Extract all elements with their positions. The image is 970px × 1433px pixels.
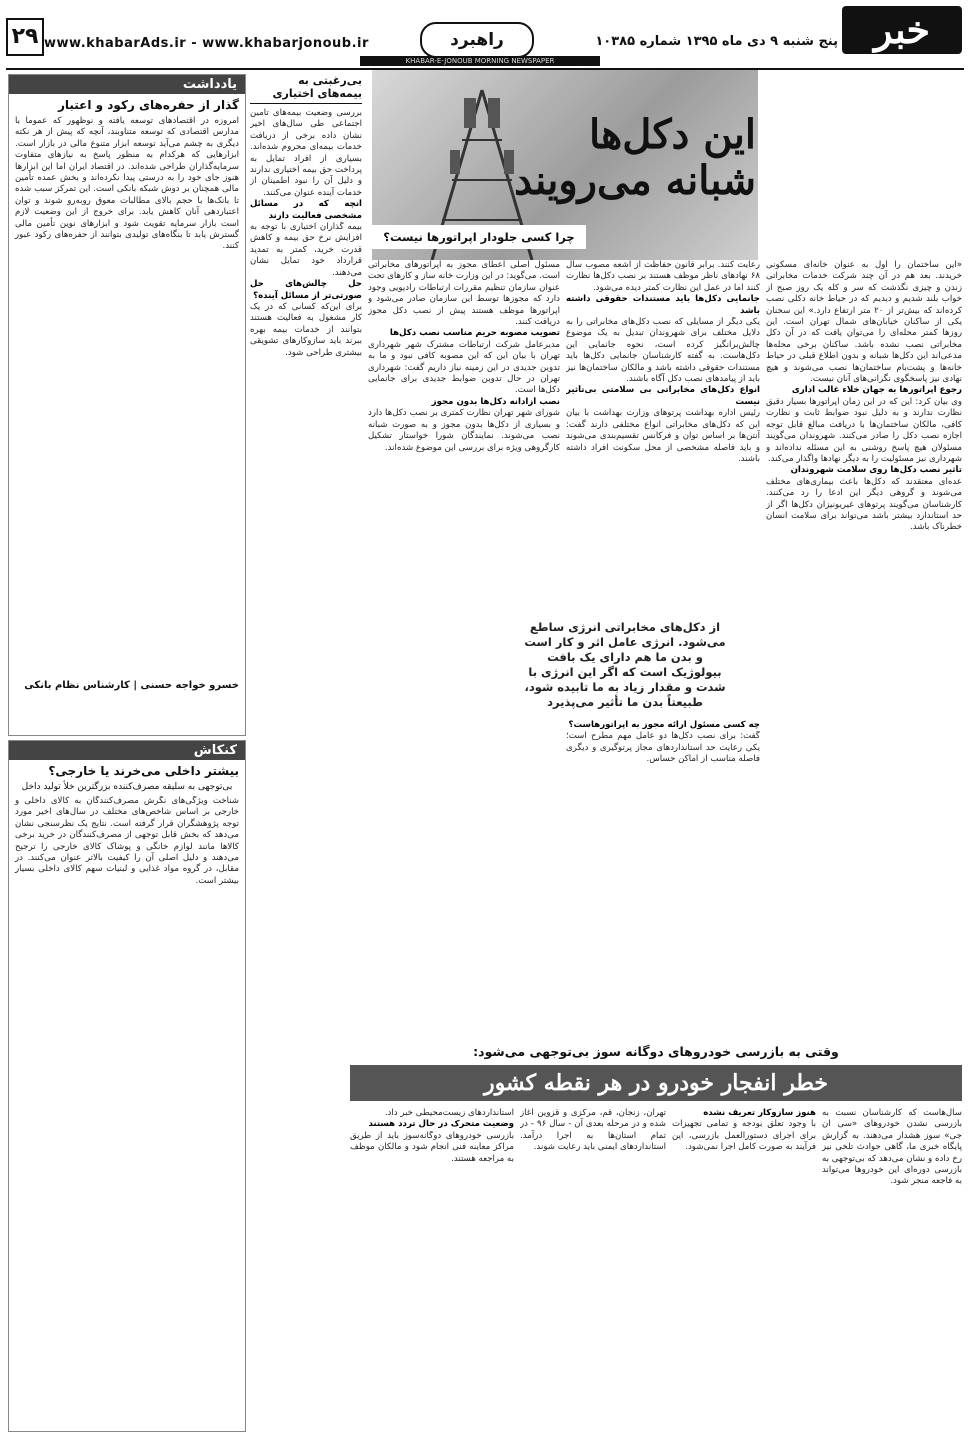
editorial-box	[8, 74, 246, 736]
insurance-body2: بیمه گذاران اختیاری با توجه به افزایش نرخ حق بیمه و کاهش قدرت خرید، کمتر به تمدید قرارداد خود تمایل نشان می‌دهند.	[250, 222, 362, 278]
bottom-col-d	[350, 1108, 514, 1428]
main-col2-sub3: چه کسی مسئول ارائه مجوز به اپراتورهاست؟	[568, 720, 760, 730]
main-col-1	[766, 260, 962, 1038]
bottom-col-a: سال‌هاست که کارشناسان نسبت به بازرسی نشدن خودروهای «سی ان جی» سوز هشدار می‌دهند. به گزارش پایگاه خبری ما، گاهی حوادث تلخی نیز رخ داده و نشان می‌دهد که بی‌توجهی به بازرسی دوره‌ای این خودروها می‌تواند به فاجعه منجر شود.	[822, 1108, 962, 1187]
bottom-headline: خطر انفجار خودرو در هر نقطه کشور	[350, 1065, 962, 1101]
pull-quote: از دکل‌های مخابراتی انرژی ساطع می‌شود. انرژی عامل اثر و کار است و بدن ما هم دارای یک بافت بیولوژیک است که اگر این انرژی با شدت و مقدار زیاد به ما تابیده شود، طبیعتاً بدن ما تأثیر می‌پذیرد	[524, 620, 726, 709]
main-headline-line2: شبانه می‌رویند	[514, 157, 756, 204]
page-number: ۲۹	[6, 18, 44, 56]
main-col1-sub2: تأثیر نصب دکل‌ها روی سلامت شهروندان	[790, 465, 962, 476]
main-col-2	[566, 260, 760, 610]
bottom-col-d-text: استانداردهای زیست‌محیطی خبر داد.	[384, 1108, 514, 1118]
section-title: راهبرد	[420, 22, 534, 58]
main-col-3	[368, 260, 560, 1038]
bottom-col-d-text-b: بازرسی خودروهای دوگانه‌سوز باید از طریق مراکز معاینه فنی انجام شود و مالکان موظف به مراجعه هستند.	[350, 1130, 514, 1164]
paper-strip: KHABAR-E-JONOUB MORNING NEWSPAPER	[360, 56, 600, 66]
main-col1-sub1: رجوع اپراتورها به جهان خلاء غالب اداری	[791, 385, 962, 396]
logo: خبر	[842, 6, 962, 54]
bottom-col-c: تهران، زنجان، قم، مرکزی و قزوین آغاز شده و در مرحله بعدی آن - سال ۹۶ - در تمام استان‌ها به اجرا درآمد. استانداردهای ایمنی باید رعایت شوند.	[520, 1108, 666, 1153]
main-col-2-lower	[566, 720, 760, 1038]
main-col2-sub1: جانمایی دکل‌ها باید مستندات حقوقی داشته باشد	[566, 294, 760, 316]
issue-date: پنج شنبه ۹ دی ماه ۱۳۹۵ شماره ۱۰۳۸۵	[595, 34, 838, 49]
main-col2-text-c: رئیس اداره بهداشت پرتوهای وزارت بهداشت با بیان این که دکل‌های مخابراتی انواع مختلفی دارند گفت: آنتن‌ها بر اساس توان و فرکانس تقسیم‌بندی می‌شوند و باید فاصله مشخصی از محل سکونت افراد داشته باشند.	[566, 408, 760, 464]
insurance-body: بررسی وضعیت بیمه‌های تأمین اجتماعی طی سال‌های اخیر نشان داده برخی از دریافت خدمات بیمه‌ای محروم شده‌اند. بسیاری از افراد تمایل به پرداخت حق بیمه اختیاری ندارند و دلیل آن را نبود اطمینان از خدمات آینده عنوان می‌کنند.	[250, 108, 362, 198]
editorial-author: خسرو خواجه حسنی | کارشناس نظام بانکی	[24, 680, 239, 691]
insurance-body3: برای این‌که کسانی که در یک کار مشغول به فعالیت هستند بتوانند از خدمات بیمه بهره ببرند باید سازوکارهای تشویقی بیشتری طراحی شود.	[250, 301, 362, 358]
main-headline-line1: این دکل‌ها	[588, 111, 756, 158]
analysis-lead: بی‌توجهی به سلیقه مصرف‌کننده بزرگترین خلأ تولید داخل	[21, 782, 233, 792]
main-col3-text-c: شورای شهر تهران نظارت کمتری بر نصب دکل‌ها دارد و بسیاری از دکل‌ها بدون مجوز و به صورت شبانه نصب می‌شوند. نمایندگان شورا خواستار تشکیل کارگروهی ویژه برای بررسی این موضوع شده‌اند.	[368, 408, 560, 453]
main-col1-text: «این ساختمان را اول به عنوان خانه‌ای مسکونی خریدند. بعد هم در آن چند شرکت خدمات مخابراتی زندن و چیزی نگذشت که سر و کله یک روز صبح از خواب بلند شدیم و دیدیم که در حیاط خانه دکلی نصب کرده‌اند که بیش‌تر از ۲۰ متر ارتفاع دارد.» این سخنان یکی از ساکنان خیابان‌های شمال تهران است. این روزها کمتر محله‌ای را می‌توان یافت که در آن دکل مخابراتی نصب نشده باشد. ساکنان برخی محله‌ها مدعی‌اند این دکل‌ها شبانه و بدون اطلاع قبلی در حیاط خانه‌ها و پشت‌بام ساختمان‌ها نصب می‌شوند و هیچ نهادی نیز پاسخگوی نگرانی‌های آنان نیست.	[766, 260, 962, 385]
main-col2-text: رعایت کنند. برابر قانون حفاظت از اشعه مصوب سال ۶۸ نهادهای ناظر موظف هستند بر نصب دکل‌ها نظارت کنند اما در عمل این نظارت کمتر دیده می‌شود.	[566, 260, 760, 293]
analysis-label: کنکاش	[9, 741, 245, 760]
insurance-sub1: آنچه که در مسائل مشخصی فعالیت دارند	[250, 199, 362, 221]
main-col3-sub1: تصویب مصوبه حریم مناسب نصب دکل‌ها	[389, 328, 560, 339]
main-headline	[356, 112, 756, 204]
editorial-label: یادداشت	[9, 75, 245, 94]
insurance-column	[250, 74, 362, 1034]
websites[interactable]: www.khabarAds.ir - www.khabarjonoub.ir	[44, 36, 369, 51]
main-col1-text-c: عده‌ای معتقدند که دکل‌ها باعث بیماری‌های مختلف می‌شوند و گروهی دیگر این ادعا را رد می‌کنند. کارشناسان می‌گویند پرتوهای غیریونیزان دکل‌ها اگر از حد استاندارد بیشتر باشد می‌تواند برای سلامت انسان خطرناک باشد.	[766, 476, 962, 533]
analysis-headline: بیشتر داخلی می‌خرند یا خارجی؟	[48, 764, 239, 778]
main-col3-text-b: مدیرعامل شرکت ارتباطات مشترک شهر شهرداری تهران با بیان این که این مصوبه کافی نبود و ما به تدوین جدیدی در این زمینه نیاز داریم گفت: شهرداری تهران در حال تدوین ضوابط جدیدی برای جانمایی دکل‌ها است.	[368, 339, 560, 396]
bottom-col-b-text: با وجود تعلق بودجه و تمامی تجهیزات برای اجرای دستورالعمل بازرسی، این فرآیند به صورت کامل اجرا نمی‌شود.	[672, 1119, 816, 1153]
main-col2-sub2: انواع دکل‌های مخابراتی بی سلامتی بی‌تأثیر نیست	[566, 385, 760, 407]
bottom-col-b	[672, 1108, 816, 1428]
main-subtitle: چرا کسی جلودار اپراتورها نیست؟	[372, 225, 586, 249]
logo-sub: جنوب	[850, 4, 870, 13]
bottom-col-d-sub: وضعیت متحرک در حال تردد هستند	[368, 1119, 514, 1130]
analysis-box	[8, 740, 246, 1432]
insurance-title: بی‌رغبتی به بیمه‌های اختیاری	[250, 74, 362, 104]
main-col2-text-d: گفت: برای نصب دکل‌ها دو عامل مهم مطرح است؛ یکی رعایت حد استانداردهای مجاز پرتوگیری و دیگری فاصله مناسب از اماکن حساس.	[566, 731, 760, 765]
insurance-sub2: حل چالش‌های حل صورتی‌تر از مسائل آینده؟	[250, 279, 362, 301]
bottom-kicker: وقتی به بازرسی خودروهای دوگانه سوز بی‌توجهی می‌شود:	[473, 1044, 839, 1059]
main-col1-text-b: وی بیان کرد: این که در این زمان اپراتورها بسیار دقیق نظارت ندارند و به دلیل نبود ضوابط ثابت و نظارت کافی، مالکان ساختمان‌ها با دریافت مبالغ قابل توجه اجازه نصب دکل را صادر می‌کنند. شهروندان می‌گویند مسئولان هیچ پاسخ روشنی به این مسئله نداده‌اند و شهرداری نیز مسئولیت را به دیگر نهادها واگذار می‌کند.	[766, 396, 962, 464]
analysis-body: شناخت ویژگی‌های نگرش مصرف‌کنندگان به کالای داخلی و خارجی بر اساس شاخص‌های مختلف در سال‌های اخیر مورد توجه پژوهشگران قرار گرفته است. نتایج یک نظرسنجی نشان می‌دهد که بخش قابل توجهی از مصرف‌کنندگان در خرید برخی کالاها مانند لوازم خانگی و پوشاک کالای خارجی را ترجیح می‌دهند و دلیل اصلی آن را کیفیت بالاتر عنوان می‌کنند. در مقابل، در گروه مواد غذایی و لبنیات سهم کالای داخلی بسیار بیشتر است.	[15, 796, 239, 886]
masthead	[0, 0, 970, 70]
editorial-body: امروزه در اقتصادهای توسعه یافته و نوظهور که عموما با مدارس اقتصادی که توسعه متناوبند، آنچه که پیش از هر نکته دیگری به چشم می‌آید توسعه ابزار متنوع مالی در بازار است. ابزارهایی که هرکدام به منظور پاسخ به نیازهای متفاوت سرمایه‌گذاران طراحی شده‌اند. در اقتصاد ایران اما این ابزارها هنوز جای خود را به درستی پیدا نکرده‌اند و بخش عمده تأمین مالی همچنان بر دوش شبکه بانکی است. این تمرکز سبب شده تا بانک‌ها با حجم بالای مطالبات معوق روبه‌رو شوند و توان اعتباردهی آنان کاهش یابد. برای خروج از این وضعیت لازم است بازار سرمایه تقویت شود و ابزارهای نوین تأمین مالی گسترش یابد تا بنگاه‌های تولیدی بتوانند از حفره‌های رکود عبور کنند.	[15, 116, 239, 252]
bottom-col-b-sub: هنوز سازوکار تعریف نشده	[703, 1108, 816, 1118]
main-col3-text: مسئول اصلی اعطای مجوز به اپراتورهای مخابراتی است. می‌گوید: در این وزارت خانه ساز و کارهای تحت عنوان سازمان تنظیم مقررات ارتباطات رادیویی وجود دارد که مجوزها توسط این سازمان صادر می‌شود و اپراتورها موظف هستند پیش از نصب دکل مجوز دریافت کنند.	[368, 260, 560, 328]
main-col2-text-b: یکی دیگر از مسایلی که نصب دکل‌های مخابراتی را به دلایل مختلف برای شهروندان تبدیل به یک موضوع چالش‌برانگیز کرده است، نحوه جانمایی این دکل‌هاست. به گفته کارشناسان جانمایی دکل‌ها باید مستندات حقوقی داشته باشد و مالکان ساختمان‌ها نیز باید از پیامدهای نصب دکل آگاه باشند.	[566, 317, 760, 385]
main-col3-sub2: نصب آزادانه دکل‌ها بدون مجوز	[431, 396, 560, 407]
editorial-headline: گذار از حفره‌های رکود و اعتبار	[57, 98, 239, 112]
